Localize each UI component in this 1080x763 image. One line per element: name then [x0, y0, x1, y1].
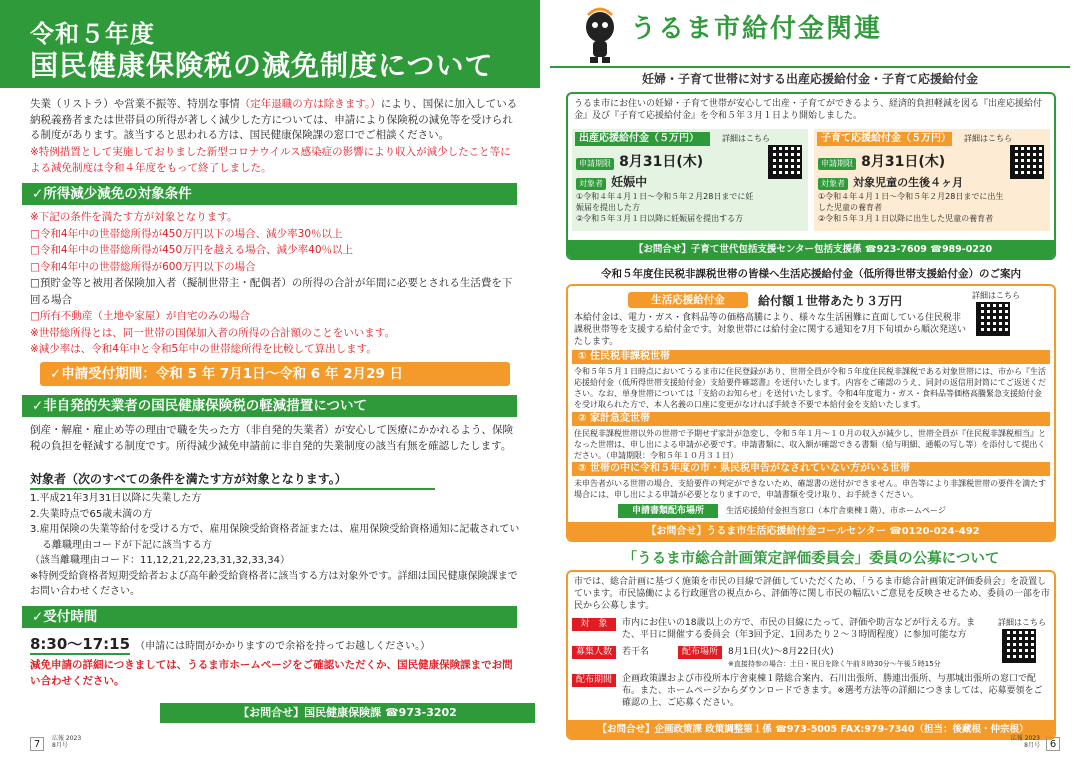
section-income-reduction-title: ✓所得減少減免の対象条件 — [22, 183, 517, 205]
life-section-1: ① 住民税非課税世帯 — [572, 350, 1050, 364]
child-title: 子育て応援給付金（５万円） — [817, 132, 952, 146]
value-dist-dates: 8月1日(火)～8月22日(火) — [728, 647, 834, 657]
page-number-right: 6 — [1046, 737, 1060, 751]
detail-note: 減免申請の詳細につきましては、うるま市ホームページをご確認いただくか、国民健康保険課までお問い合わせください。 — [30, 659, 513, 687]
birth-title: 出産応援給付金（５万円） — [575, 132, 710, 146]
child-qr-icon[interactable] — [1010, 145, 1044, 179]
page-title-year: 令和５年度 — [30, 20, 155, 48]
covid-note: ※特例措置として実施しておりました新型コロナウイルス感染症の影響により収入が減少したこと等による減免制度は令和４年度をもって終了しました。 — [30, 146, 511, 174]
eligible-line: 1.平成21年3月31日以降に失業した方 — [30, 493, 202, 504]
life-intro: 本給付金は、電力・ガス・食料品等の価格高騰により、様々な生活困難に直面している住民税非課税世帯等を支援する給付金です。対象世帯には給付金に関する通知を7月下旬頃から順次発送いたします。 — [574, 313, 967, 347]
intro-text — [30, 97, 520, 144]
deadline-tag: 申請期限 — [818, 158, 856, 170]
eligible-line: 2.失業時点で65歳未満の方 — [30, 508, 153, 520]
deadline-tag: 申請期限 — [576, 158, 614, 170]
right-page — [540, 0, 1080, 763]
life-contact: 【お問合せ】うるま市生活応援給付金コールセンター ☎0120-024-492 — [568, 522, 1056, 542]
life-place-label: 申請書類配布場所 — [618, 504, 718, 518]
child-deadline — [818, 151, 945, 171]
life-place: 生活応援給付金担当窓口（本庁舎東棟１階）、市ホームページ — [726, 506, 946, 515]
life-section-3-text: 未申告者がいる世帯の場合、支給要件の判定ができないため、確認書の送付ができません。申告等により非課税世帯の要件を満たす場合には、申し出による申請が必要となりますので、申請書類を受け取り、お手続きください。 — [574, 479, 1047, 499]
condition-line: □令和4年中の世帯総所得が600万円以下の場合 — [30, 260, 256, 273]
birth-panel — [572, 129, 808, 231]
birth-deadline — [576, 151, 703, 171]
life-title: 生活応援給付金 — [628, 292, 748, 308]
publication-right: 広報 2023 8月号 — [1010, 735, 1040, 749]
condition-line: ※減少率は、令和4年中と令和5年中の世帯総所得を比較して算出します。 — [30, 343, 377, 355]
birth-qr-icon[interactable] — [768, 145, 802, 179]
income-reduction-conditions — [30, 209, 520, 358]
birth-details-label: 詳細はこちら — [722, 134, 770, 143]
birth-child-contact: 【お問合せ】子育て世代包括支援センター包括支援係 ☎923-7609 ☎989-0220 — [568, 240, 1056, 260]
eligible-line: ※特例受給資格者短期受給者および高年齢受給資格者に該当する方は対象外です。詳細は国民健康保険課までお問い合わせください。 — [30, 570, 518, 597]
child-date: 8月31日(木) — [861, 154, 946, 170]
page-title: 国民健康保険税の減免制度について — [30, 49, 494, 82]
intro-b: により、国保に加入している納税義務者または世帯員の所得が著しく減少した方については、申請により保険税の減免等を受けられる制度があります。該当すると思われる方は、国民健康保険課の窓口でご相談ください。 — [30, 98, 518, 141]
child-target-short — [818, 171, 963, 190]
subsection-committee: 「うるま市総合計画策定評価委員会」委員の公募について — [622, 551, 1000, 567]
condition-line: ※世帯総所得とは、同一世帯の国保加入者の所得の合計額のことをいいます。 — [30, 326, 395, 339]
birth-child-box — [566, 92, 1056, 260]
label-target: 対 象 — [572, 618, 616, 631]
committee-qr-icon[interactable] — [1002, 629, 1036, 663]
birth-target-lines: ①令和４年４月１日～令和５年２月28日までに妊娠届を提出した方 ②令和５年３月１日以降に妊娠届を提出する方 — [576, 192, 754, 223]
child-target-text: 対象児童の生後４ヶ月 — [853, 176, 964, 189]
eligible-line: 3.雇用保険の失業等給付を受ける方で、雇用保険受給資格者証または、雇用保険受給資格通知に記載されている離職理由コードが下記に該当する方 — [30, 524, 520, 551]
label-dist-period: 配布期間 — [572, 674, 616, 687]
intro-red: （定年退職の方は除きます。） — [239, 98, 381, 110]
unemployment-text: 倒産・解雇・雇止め等の理由で職を失った方（非自発的失業者）が安心して医療にかかれるよう、保険税の負担を軽減する制度です。所得減少減免申請前に非自発的失業制度の該当有無を確認したします。 — [30, 424, 513, 452]
birth-child-intro: うるま市にお住いの妊婦・子育て世帯が安心して出産・子育てができるよう、経済的負担軽減を図る『出産応援給付金』及び『子育て応援給付金』を令和５年３月１日より開始しました。 — [574, 99, 1043, 121]
eligible-line: （該当離職理由コード：11,12,21,22,23,31,32,33,34） — [30, 555, 290, 566]
condition-line: □預貯金等と被用者保険加入者（擬制世帯主・配偶者）の所得の合計が年間に必要とされる生活費を下回る場合 — [30, 277, 513, 306]
right-header: うるま市給付金関連 — [630, 14, 883, 44]
eligible-title: 対象者（次のすべての条件を満たす方が対象となります。） — [30, 471, 435, 490]
reception-time: 8:30～17:15 — [30, 635, 131, 653]
label-dist: 配布場所 — [678, 646, 722, 659]
committee-box — [566, 570, 1056, 740]
application-period: ✓申請受付期間：令和 5 年 7月1日～令和 6 年 2月29 日 — [40, 362, 510, 386]
mascot-icon — [576, 5, 624, 65]
condition-line: ※下記の条件を満たす方が対象となります。 — [30, 211, 238, 223]
publication-left: 広報 2023 8月号 — [52, 735, 82, 749]
life-section-2-text: 住民税非課税世帯以外の世帯で予期せず家計が急変し、令和５年１月～１０月の収入が減少し、世帯全員が『住民税非課税相当』となった世帯は、申し出による申請が必要です。申請書類に、収入額が確認できる書類（給与明細、通帳の写し等）を添付して提出ください。（申請期限：令和５年１０月３１日） — [574, 429, 1046, 460]
life-details-label: 詳細はこちら — [972, 291, 1020, 300]
reception-title: ✓受付時間 — [22, 606, 517, 628]
child-target-lines: ①令和４年４月１日～令和５年２月28日までに出生した児童の養育者 ②令和５年３月１日以降に出生した児童の養育者 — [818, 192, 1004, 223]
life-amount: 給付額１世帯あたり３万円 — [758, 294, 903, 308]
child-panel — [814, 129, 1050, 231]
header-divider — [550, 66, 1070, 68]
life-section-2: ② 家計急変世帯 — [572, 412, 1050, 426]
life-section-3: ③ 世帯の中に令和５年度の市・県民税申告がなされていない方がいる世帯 — [572, 462, 1050, 476]
value-dist-period: 企画政策課および市役所本庁舎東棟１階総合案内、石川出張所、勝連出張所、与那城出張所の窓口で配布。また、ホームページからダウンロードできます。※選考方法等の詳細につきましては、応募要領をご確認の上、ご応募ください。 — [622, 674, 1043, 708]
left-contact: 【お問合せ】国民健康保険課 ☎973-3202 — [160, 703, 535, 723]
reception-row — [30, 633, 520, 654]
condition-line: □令和4年中の世帯総所得が450万円を越える場合、減少率40％以上 — [30, 244, 354, 256]
section-unemployment-title: ✓非自発的失業者の国民健康保険税の軽減措置について — [22, 395, 517, 417]
committee-intro: 市では、総合計画に基づく施策を市民の目線で評価していただくため、「うるま市総合計画策定評価委員会」を設置しています。市民協働による行政運営の視点から、評価等に関し市民の幅広いご意見を反映させるため、委員の一部を市民から公募します。 — [574, 577, 1050, 611]
value-dist-note: ※直接持参の場合：土日・祝日を除く午前８時30分～午後５時15分 — [728, 660, 941, 668]
page-number-left: 7 — [30, 737, 44, 751]
intro-a: 失業（リストラ）や営業不振等、特別な事情 — [30, 98, 240, 110]
birth-target-text: 妊娠中 — [611, 175, 648, 189]
reception-note: （申請には時間がかかりますので余裕を持ってお越しください。） — [135, 641, 431, 652]
subsection-birth-child: 妊婦・子育て世帯に対する出産応援給付金・子育て応援給付金 — [641, 72, 978, 86]
birth-date: 8月31日(木) — [619, 154, 704, 170]
subsection-life-support: 令和５年度住民税非課税世帯の皆様へ生活応援給付金（低所得世帯支援給付金）のご案内 — [601, 268, 1021, 280]
eligible-list — [30, 491, 520, 600]
target-tag: 対象者 — [818, 178, 848, 190]
birth-target-short — [576, 171, 647, 190]
label-count: 募集人数 — [572, 646, 616, 659]
value-count: 若干名 — [622, 647, 650, 657]
life-section-1-text: 令和５年５月１日時点においてうるま市に住民登録があり、世帯全員が令和５年度住民税非課税である対象世帯には、市から『生活応援給付金（低所得世帯支援給付金）支給要件確認書』を送付いたします。内容をご確認のうえ、同封の返信用封筒にてご返送ください。なお、単身世帯については「支給のお知らせ」を送付いたします。令和4年度電力・ガス・食料品等価格高騰緊急支援給付金を受け取られた方で、本人名義の口座に変更がなければ手続き不要で本給付金を支給いたします。 — [574, 367, 1046, 409]
life-support-box — [566, 284, 1056, 542]
value-target: 市内にお住いの18歳以上の方で、市民の目線にたって、評価や助言などが行える方。また、平日に開催する委員会（年3回予定、1回あたり２～３時間程度）に参加可能な方 — [622, 618, 976, 640]
committee-details-label: 詳細はこちら — [998, 618, 1046, 627]
left-header — [0, 0, 540, 88]
life-qr-icon[interactable] — [976, 302, 1010, 336]
child-details-label: 詳細はこちら — [964, 134, 1012, 143]
target-tag: 対象者 — [576, 178, 606, 190]
committee-contact: 【お問合せ】企画政策課 政策調整第１係 ☎973-5005 FAX:979-7340（担当：後藏根・仲宗根） — [568, 720, 1056, 740]
condition-line: □所有不動産（土地や家屋）が自宅のみの場合 — [30, 310, 250, 322]
condition-line: □令和4年中の世帯総所得が450万円以下の場合、減少率30％以上 — [30, 227, 343, 240]
